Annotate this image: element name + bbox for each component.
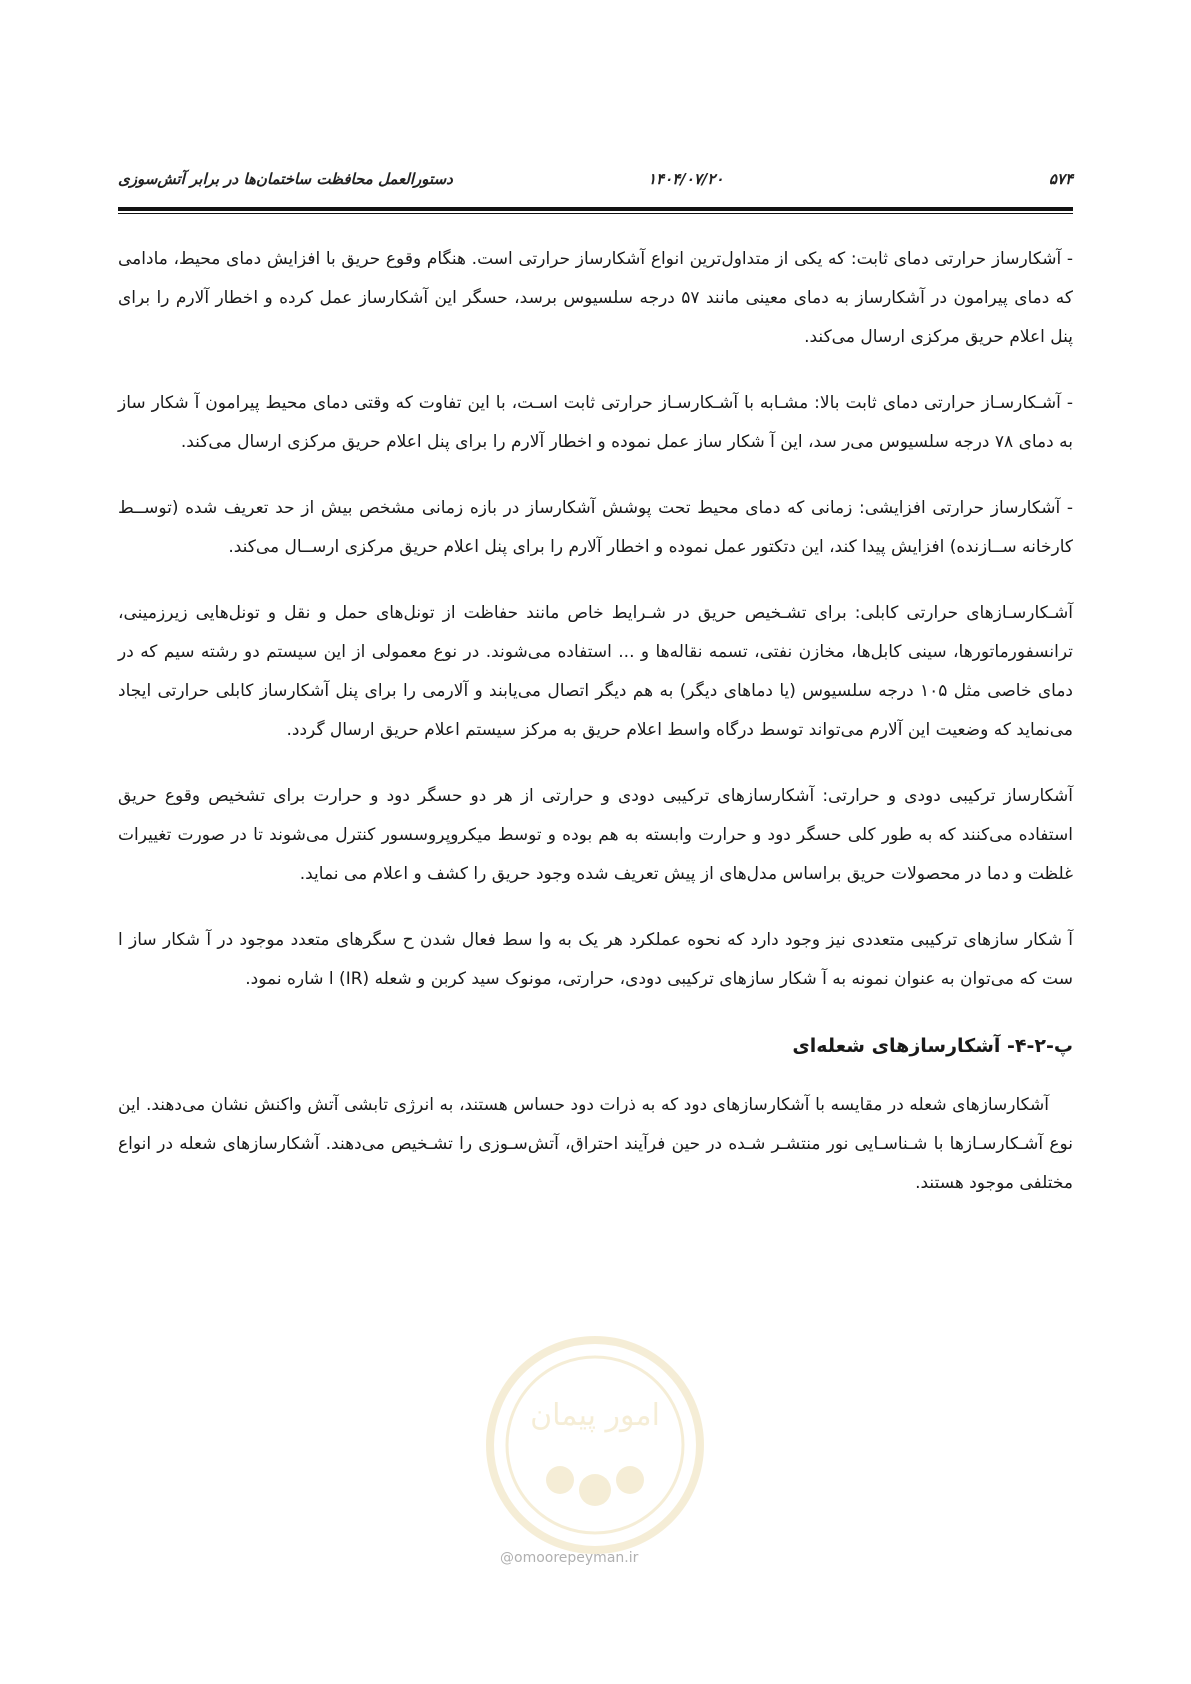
page-number: ۵۷۴ <box>1048 170 1073 188</box>
section-heading-flame-detectors: پ-۲-۴- آشکارسازهای شعله‌ای <box>792 1035 1073 1057</box>
paragraph-linear-heat-detector: آشـکارسـازهای حرارتی کابلی: برای تشـخیص حریق در شـرایط خاص مانند حفاظت از تونل‌های حمل و نقل و تونل‌هایی زیرزمینی، ترانسفورماتورها، سینی کابل‌ها، مخازن نفتی، تسمه نقاله‌ها و ... استفاده می‌شوند. در نوع معمولی از این سیستم دو رشته سیم که در دمای خاصی مثل ۱۰۵ درجه سلسیوس (یا دماهای دیگر) به هم دیگر اتصال می‌یابند و آلارمی را برای پنل آشکارساز کابلی حرارتی ایجاد می‌نماید که وضعیت این آلارم می‌تواند توسط درگاه واسط اعلام حریق به مرکز سیستم اعلام حریق ارسال گردد. <box>118 603 1073 740</box>
header-rule-thin <box>118 213 1073 214</box>
paragraph-multi-sensor-detectors: آ شکار سازهای ترکیبی متعددی نیز وجود دارد که نحوه عملکرد هر یک به وا سط فعال شدن ح سگرهای متعدد موجود در آ شکار ساز ا ست که می‌توان به عنوان نمونه به آ شکار سازهای ترکیبی دودی، حرارتی، مونوک سید کربن و شعله (IR) ا شاره نمود. <box>118 930 1073 989</box>
watermark-logo-text: امور پیمان <box>530 1398 660 1433</box>
paragraph-flame-detectors: آشکارسازهای شعله در مقایسه با آشکارسازهای دود که به ذرات دود حساس هستند، به انرژی تابشی آتش واکنش نشان می‌دهند. این نوع آشـکارسـازها با شـناسـایی نور منتشـر شـده در حین فرآیند احتراق، آتش‌سـوزی را تشـخیص می‌دهند. آشکارسازهای شعله در انواع مختلفی موجود هستند. <box>118 1095 1073 1193</box>
watermark-logo <box>480 1330 710 1560</box>
header-rule-thick <box>118 207 1073 211</box>
watermark-url: @omoorepeyman.ir <box>500 1550 639 1566</box>
header-document-title: دستورالعمل محافظت ساختمان‌ها در برابر آتش‌سوزی <box>118 170 453 188</box>
page-content <box>118 240 1073 1230</box>
page-header <box>118 170 1073 196</box>
paragraph-high-fixed-temp-detector: - آشـکارسـاز حرارتی دمای ثابت بالا: مشـابه با آشـکارسـاز حرارتی ثابت اسـت، با این تفاوت که وقتی دمای محیط پیرامون آ شکار ساز به دمای ۷۸ درجه سلسیوس می‌ر سد، این آ شکار ساز عمل نموده و اخطار آلارم را برای پنل اعلام حریق مرکزی ارسال می‌کند. <box>118 393 1073 452</box>
paragraph-fixed-temp-detector: - آشکارساز حرارتی دمای ثابت: که یکی از متداول‌ترین انواع آشکارساز حرارتی است. هنگام وقوع حریق با افزایش دمای محیط، مادامی که دمای پیرامون در آشکارساز به دمای معینی مانند ۵۷ درجه سلسیوس برسد، حسگر این آشکارساز عمل کرده و اخطار آلارم را برای پنل اعلام حریق مرکزی ارسال می‌کند. <box>118 249 1073 347</box>
paragraph-combined-smoke-heat-detector: آشکارساز ترکیبی دودی و حرارتی: آشکارسازهای ترکیبی دودی و حرارتی از هر دو حسگر دود و حرارت برای تشخیص وقوع حریق استفاده می‌کنند که به طور کلی حسگر دود و حرارت وابسته به هم بوده و توسط میکروپروسسور کنترل می‌شوند تا در صورت تغییرات غلظت و دما در محصولات حریق براساس مدل‌های از پیش تعریف شده وجود حریق را کشف و اعلام می نماید. <box>118 786 1073 884</box>
paragraph-rate-of-rise-detector: - آشکارساز حرارتی افزایشی: زمانی که دمای محیط تحت پوشش آشکارساز در بازه زمانی مشخص بیش از حد تعریف شده (توســط کارخانه ســازنده) افزایش پیدا کند، این دتکتور عمل نموده و اخطار آلارم را برای پنل اعلام حریق مرکزی ارســال می‌کند. <box>118 498 1073 557</box>
header-date: ۱۴۰۴/۰۷/۲۰ <box>648 170 724 188</box>
